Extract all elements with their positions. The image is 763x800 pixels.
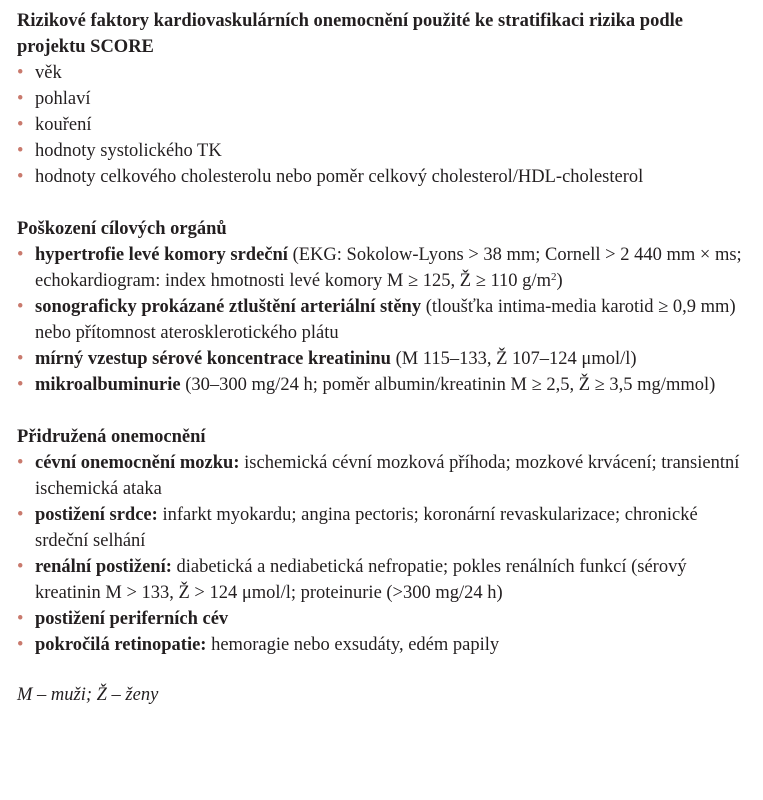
- item-text: ischemická cévní mozková příhoda; mozkové krvácení; transientní ischemická ataka: [35, 453, 740, 499]
- item-text: pohlaví: [35, 89, 91, 109]
- bullet-icon: •: [17, 63, 24, 83]
- list-item: [17, 138, 743, 164]
- list-item: [17, 346, 743, 372]
- superscript: 2: [550, 271, 557, 283]
- list-item: [17, 294, 743, 346]
- item-text: hodnoty celkového cholesterolu nebo poměr celkový cholesterol/HDL-cholesterol: [35, 167, 644, 187]
- list-item: [17, 164, 743, 190]
- section-heading: Přidružená onemocnění: [17, 427, 206, 447]
- item-term: postižení srdce:: [35, 505, 158, 525]
- list-item: [17, 86, 743, 112]
- list-item: [17, 606, 743, 632]
- organ-damage-list: [17, 242, 743, 398]
- list-item: [17, 554, 743, 606]
- item-term: cévní onemocnění mozku:: [35, 453, 240, 473]
- item-text: (EKG: Sokolow-Lyons > 38 mm; Cornell > 2 440 mm × ms; echokardiogram: index hmotnosti levé komory M ≥ 125, Ž ≥ 110 g/m: [35, 245, 742, 291]
- footnote: M – muži; Ž – ženy: [17, 685, 159, 705]
- item-text: (tloušťka intima-media karotid ≥ 0,9 mm) nebo přítomnost aterosklerotického plátu: [35, 297, 736, 343]
- item-term: renální postižení:: [35, 557, 172, 577]
- bullet-icon: •: [17, 505, 24, 525]
- item-text: infarkt myokardu; angina pectoris; koronární revaskularizace; chronické srdeční selhání: [35, 505, 698, 551]
- item-term: sonograficky prokázané ztluštění arteriální stěny: [35, 297, 422, 317]
- bullet-icon: •: [17, 375, 24, 395]
- list-item: [17, 60, 743, 86]
- bullet-icon: •: [17, 349, 24, 369]
- section-heading: Rizikové faktory kardiovaskulárních onemocnění použité ke stratifikaci rizika podle projektu SCORE: [17, 11, 683, 57]
- item-term: mírný vzestup sérové koncentrace kreatininu: [35, 349, 391, 369]
- list-item: [17, 632, 743, 658]
- item-text: diabetická a nediabetická nefropatie; pokles renálních funkcí (sérový kreatinin M > 133, Ž > 124 μmol/l; proteinurie (>300 mg/24 h): [35, 557, 687, 603]
- item-term: pokročilá retinopatie:: [35, 635, 207, 655]
- item-term: postižení periferních cév: [35, 609, 229, 629]
- list-item: [17, 242, 743, 294]
- list-item: [17, 112, 743, 138]
- associated-disease-list: [17, 450, 743, 658]
- bullet-icon: •: [17, 635, 24, 655]
- list-item: [17, 450, 743, 502]
- section-score-risk-factors: [17, 0, 743, 190]
- item-text: hodnoty systolického TK: [35, 141, 222, 161]
- list-item: [17, 502, 743, 554]
- item-text: hemoragie nebo exsudáty, edém papily: [206, 635, 500, 655]
- bullet-icon: •: [17, 453, 24, 473]
- item-text: věk: [35, 63, 62, 83]
- bullet-icon: •: [17, 141, 24, 161]
- item-term: mikroalbuminurie: [35, 375, 181, 395]
- item-text: kouření: [35, 115, 92, 135]
- bullet-icon: •: [17, 89, 24, 109]
- bullet-icon: •: [17, 167, 24, 187]
- bullet-icon: •: [17, 609, 24, 629]
- item-text: (30–300 mg/24 h; poměr albumin/kreatinin M ≥ 2,5, Ž ≥ 3,5 mg/mmol): [180, 375, 716, 395]
- bullet-icon: •: [17, 557, 24, 577]
- item-term: hypertrofie levé komory srdeční: [35, 245, 288, 265]
- section-target-organ-damage: [17, 216, 743, 398]
- risk-factor-list: [17, 60, 743, 190]
- section-associated-diseases: [17, 424, 743, 658]
- item-text-end: ): [556, 271, 563, 291]
- bullet-icon: •: [17, 115, 24, 135]
- section-heading: Poškození cílových orgánů: [17, 219, 227, 239]
- bullet-icon: •: [17, 297, 24, 317]
- bullet-icon: •: [17, 245, 24, 265]
- item-text: (M 115–133, Ž 107–124 μmol/l): [390, 349, 637, 369]
- list-item: [17, 372, 743, 398]
